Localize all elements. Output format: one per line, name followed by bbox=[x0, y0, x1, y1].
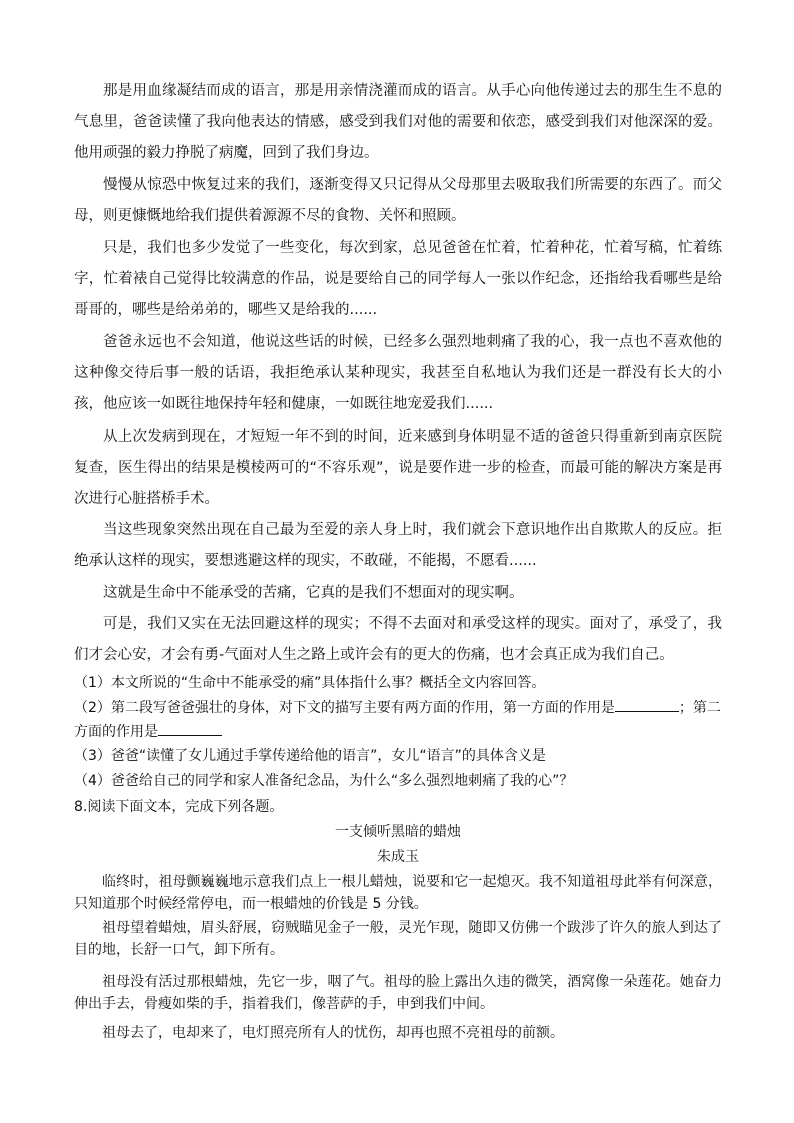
paragraph-5: 从上次发病到现在，才短短一年不到的时间，近来感到身体明显不适的爸爸只得重新到南京医院复查，医生得出的结果是模棱两可的“不容乐观”，说是要作进一步的检查，而最可能的解决方案是再次进行心脏搭桥手术。 bbox=[74, 429, 722, 507]
article2-paragraph-2: 祖母望着蜡烛，眉头舒展，窃贼瞄见金子一般，灵光乍现，随即又仿佛一个跋涉了许久的旅人到达了目的地，长舒一口气，卸下所有。 bbox=[74, 920, 722, 958]
article2-paragraph-1: 临终时，祖母颤巍巍地示意我们点上一根儿蜡烛，说要和它一起熄灭。我不知道祖母此举有何深意，只知道那个时候经常停电，而一根蜡烛的价钱是 5 分钱。 bbox=[74, 874, 722, 912]
question-2-text-b: ；第二 bbox=[678, 700, 721, 716]
article-title: 一支倾听黑暗的蜡烛 bbox=[335, 824, 461, 840]
question-1: （1）本文所说的“生命中不能承受的痛”具体指什么事？概括全文内容回答。 bbox=[74, 675, 546, 691]
question-2-text-a: （2）第二段写爸爸强壮的身体，对下文的描写主要有两方面的作用，第一方面的作用是 bbox=[74, 700, 615, 716]
question-3: （3）爸爸“读懂了女儿通过手掌传递给他的语言”，女儿“语言”的具体含义是 bbox=[74, 748, 546, 764]
paragraph-7: 这就是生命中不能承受的苦痛，它真的是我们不想面对的现实啊。 bbox=[103, 585, 524, 601]
article2-paragraph-4: 祖母去了，电却来了，电灯照亮所有人的忧伤，却再也照不亮祖母的前额。 bbox=[102, 1025, 564, 1041]
paragraph-4: 爸爸永远也不会知道，他说这些话的时候，已经多么强烈地刺痛了我的心，我一点也不喜欢他的这种像交待后事一般的话语，我拒绝承认某种现实，我甚至自私地认为我们还是一群没有长大的小孩，他应该一如既往地保持年轻和健康，一如既往地宠爱我们...... bbox=[74, 334, 722, 412]
answer-blank-1[interactable] bbox=[615, 697, 679, 712]
paragraph-8: 可是，我们又实在无法回避这样的现实；不得不去面对和承受这样的现实。面对了，承受了，我们才会心安，才会有勇-气面对人生之路上或许会有的更大的伤痛，也才会真正成为我们自己。 bbox=[74, 616, 722, 663]
question-2 bbox=[74, 697, 724, 720]
article2-paragraph-3: 祖母没有活过那根蜡烛，先它一步，咽了气。祖母的脸上露出久违的微笑，酒窝像一朵莲花。她奋力伸出手去，骨瘦如柴的手，指着我们，像菩萨的手，申到我们中间。 bbox=[74, 974, 722, 1012]
paragraph-3: 只是，我们也多少发觉了一些变化，每次到家，总见爸爸在忙着，忙着种花，忙着写稿，忙着练字，忙着裱自己觉得比较满意的作品，说是要给自己的同学每人一张以作纪念，还指给我看哪些是给哥哥的，哪些是给弟弟的，哪些又是给我的...... bbox=[74, 240, 722, 318]
section-8-instruction: 8.阅读下面文本，完成下列各题。 bbox=[74, 799, 284, 815]
paragraph-2: 慢慢从惊恐中恢复过来的我们，逐渐变得又只记得从父母那里去吸取我们所需要的东西了。而父母，则更慷慨地给我们提供着源源不尽的食物、关怀和照顾。 bbox=[74, 177, 722, 224]
answer-blank-2[interactable] bbox=[158, 721, 222, 736]
paragraph-6: 当这些现象突然出现在自己最为至爱的亲人身上时，我们就会下意识地作出自欺欺人的反应。拒绝承认这样的现实，要想逃避这样的现实，不敢碰，不能揭，不愿看...... bbox=[74, 522, 722, 569]
question-2-cont bbox=[74, 721, 724, 744]
article-author: 朱成玉 bbox=[377, 849, 419, 865]
question-4: （4）爸爸给自己的同学和家人准备纪念品，为什么“多么强烈地刺痛了我的心”？ bbox=[74, 773, 574, 789]
paragraph-1: 那是用血缘凝结而成的语言，那是用亲情浇灌而成的语言。从手心向他传递过去的那生生不息的气息里，爸爸读懂了我向他表达的情感，感受到我们对他的需要和依恋，感受到我们对他深深的爱。他用顽强的毅力挣脱了病魔，回到了我们身边。 bbox=[74, 83, 722, 161]
question-2-text-c: 方面的作用是 bbox=[74, 724, 158, 740]
